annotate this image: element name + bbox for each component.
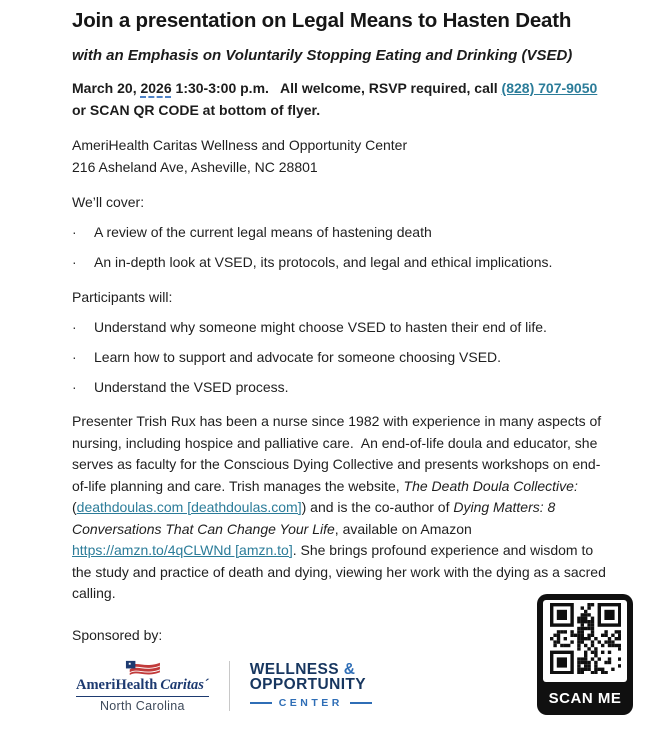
page-subtitle: with an Emphasis on Voluntarily Stopping Eating and Drinking (VSED) — [72, 47, 573, 64]
list-item — [72, 317, 614, 338]
year-with-grammar-underline: 2026 — [140, 80, 172, 96]
list-item — [72, 377, 614, 398]
wellness-wordmark-line1 — [250, 662, 372, 677]
date-rsvp-line — [72, 77, 614, 121]
region-label: North Carolina — [99, 698, 185, 713]
qr-pattern — [550, 603, 621, 679]
venue-name: AmeriHealth Caritas Wellness and Opportunity Center — [72, 137, 408, 153]
scan-me-label: SCAN ME — [548, 690, 622, 707]
bio-text: . She brings profound experience and wisdom to the study and practice of death and dying, viewing her work with the dying as a sacred calling. — [72, 542, 606, 601]
list-item — [72, 222, 614, 243]
bullet-icon: · — [72, 319, 77, 335]
cover-item-1: A review of the current legal means of hastening death — [94, 224, 432, 240]
qr-code-badge — [537, 594, 633, 715]
list-item — [72, 347, 614, 368]
qr-code-frame — [543, 600, 627, 682]
bullet-icon: · — [72, 379, 77, 395]
participants-item-1: Understand why someone might choose VSED to hasten their end of life. — [94, 319, 547, 335]
cover-item-2: An in-depth look at VSED, its protocols, and legal and ethical implications. — [94, 254, 553, 270]
date-text: March 20, — [72, 80, 141, 96]
participants-item-3: Understand the VSED process. — [94, 379, 289, 395]
wellness-word: WELLNESS — [249, 661, 340, 678]
brand-name: AmeriHealth — [76, 676, 158, 693]
presenter-bio-paragraph — [72, 411, 614, 605]
bio-text: ( — [72, 499, 77, 515]
participants-heading: Participants will: — [72, 289, 173, 305]
bullet-icon: · — [72, 224, 77, 240]
time-welcome-text: 1:30-3:00 p.m. All welcome, RSVP required, call — [171, 80, 502, 96]
center-wordmark-row — [250, 697, 372, 709]
brand-script-name: Caritas´ — [160, 676, 209, 693]
bullet-icon: · — [72, 254, 77, 270]
website-title-italic: The Death Doula Collective: — [403, 477, 578, 494]
left-rule — [250, 702, 272, 704]
sponsored-heading: Sponsored by: — [72, 626, 163, 643]
wellness-wordmark-line2: OPPORTUNITY — [249, 676, 367, 693]
venue-address: 216 Asheland Ave, Asheville, NC 28801 — [72, 159, 318, 175]
wellness-opportunity-center-logo — [230, 662, 372, 709]
bio-text: Presenter Trish Rux has been a nurse since 1982 with experience in many aspects of nursing, including hospice and palliative care. An end-of-life doula and educator, she serves as faculty for the Conscious Dying Collective and presents workshops on end-of-life planning and care. Trish manages the website, — [72, 413, 602, 494]
right-rule — [350, 702, 372, 704]
amerihealth-caritas-wordmark — [76, 677, 209, 697]
amazon-link[interactable]: https://amzn.to/4qCLWNd [amzn.to] — [72, 542, 293, 558]
book-title-italic: Dying Matters: 8 Conversations That Can Change Your Life — [72, 499, 556, 537]
ampersand: & — [343, 661, 356, 678]
sponsor-logos — [76, 659, 614, 713]
center-word: CENTER — [278, 697, 343, 709]
phone-link[interactable]: (828) 707-9050 — [501, 80, 598, 96]
bio-text: , available on Amazon — [334, 520, 472, 537]
page-title: Join a presentation on Legal Means to Hasten Death — [72, 9, 572, 32]
participants-item-2: Learn how to support and advocate for someone choosing VSED. — [94, 349, 502, 365]
qr-instruction-text: or SCAN QR CODE at bottom of flyer. — [72, 102, 321, 118]
cover-heading: We’ll cover: — [72, 194, 145, 210]
venue-block — [72, 134, 614, 178]
bio-text: ) and is the co-author of — [301, 499, 454, 515]
deathdoulas-link[interactable]: deathdoulas.com [deathdoulas.com] — [76, 499, 302, 515]
amerihealth-caritas-logo — [76, 659, 229, 713]
list-item — [72, 252, 614, 273]
us-flag-icon — [76, 659, 209, 676]
bullet-icon: · — [72, 349, 77, 365]
